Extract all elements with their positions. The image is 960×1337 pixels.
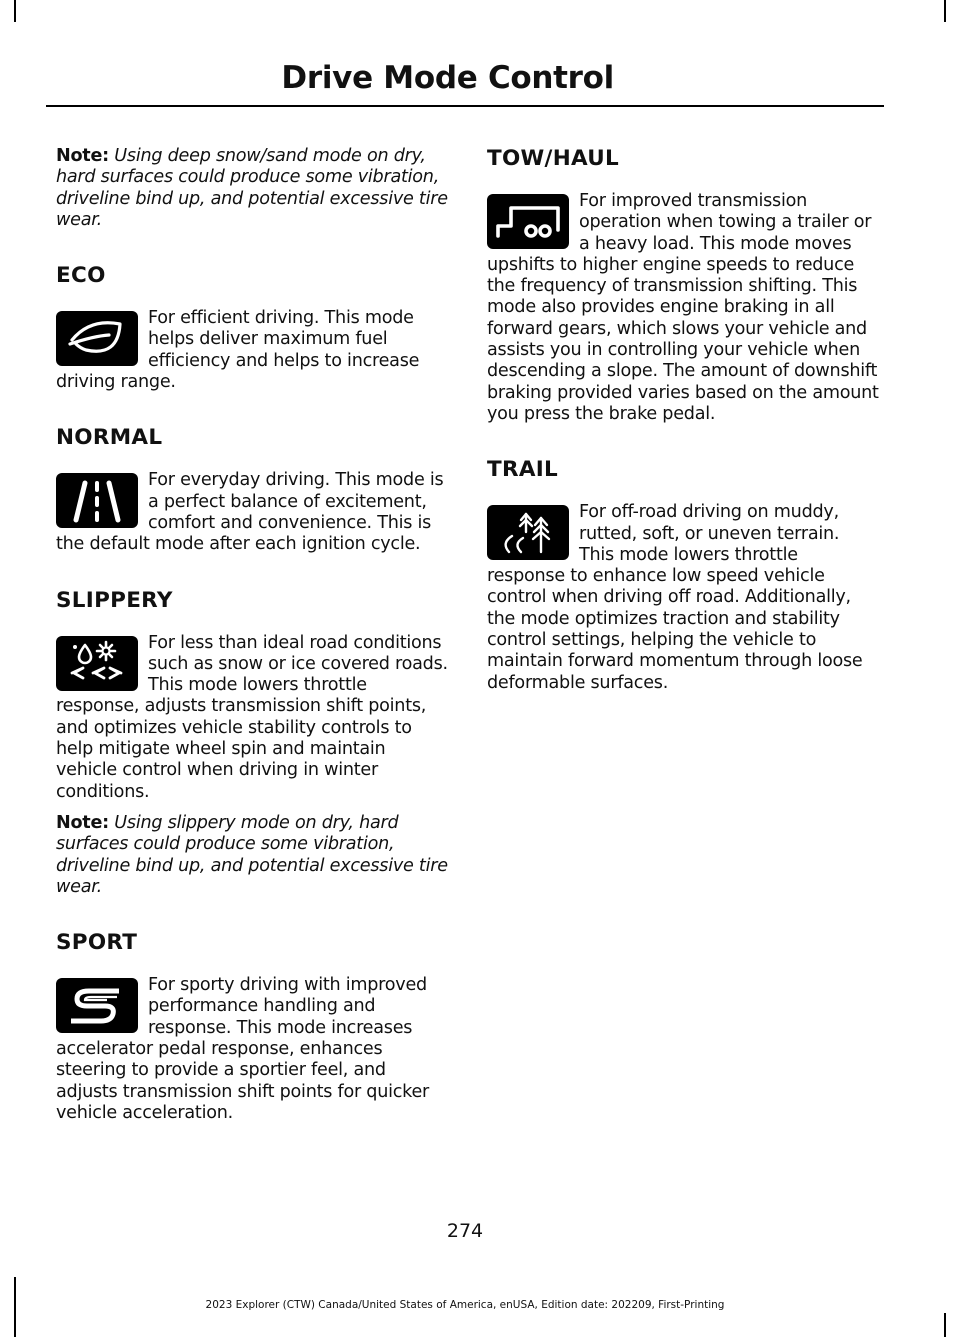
page-title: Drive Mode Control — [281, 60, 614, 96]
eco-leaf-icon — [56, 311, 138, 366]
sport-s-icon — [56, 978, 138, 1033]
note-text: Using deep snow/sand mode on dry, hard surfaces could produce some vibration, driveline bind up, and potential excessive tire wear. — [56, 146, 448, 230]
note-label: Note: — [56, 812, 109, 833]
crop-mark-bottom-right — [944, 1313, 946, 1337]
trail-section — [487, 457, 879, 694]
slippery-note — [56, 813, 448, 898]
sport-description — [56, 975, 448, 1124]
eco-section — [56, 263, 448, 393]
sport-section — [56, 930, 448, 1124]
tow-haul-heading: TOW/HAUL — [487, 146, 620, 171]
trail-heading: TRAIL — [487, 457, 559, 483]
normal-text: For everyday driving. This mode is a perfect balance of excitement, comfort and convenience. This is the default mode after each ignition cycle. — [56, 470, 444, 555]
left-column — [56, 146, 448, 1156]
sport-text: For sporty driving with improved performance handling and response. This mode increases accelerator pedal response, enhances steering to provide a sportier feel, and adjusts transmission shift points for quicker vehicle acceleration. — [56, 975, 430, 1123]
tow-haul-trailer-icon — [487, 194, 569, 249]
right-column — [487, 146, 879, 726]
tow-haul-text: For improved transmission operation when towing a trailer or a heavy load. This mode moves upshifts to higher engine speeds to reduce the frequency of transmission shifting. This mode also provides engine braking in all forward gears, which slows your vehicle and assists you in controlling your vehicle when descending a slope. The amount of downshift braking provided varies based on the amount you press the brake pedal. — [487, 191, 879, 424]
note-label: Note: — [56, 146, 109, 166]
eco-heading: ECO — [56, 263, 106, 289]
trail-trees-icon — [487, 505, 569, 560]
edition-footer: 2023 Explorer (CTW) Canada/United States of America, enUSA, Edition date: 202209, First-Printing — [205, 1299, 725, 1311]
tow-haul-description — [487, 191, 879, 425]
normal-heading: NORMAL — [56, 425, 163, 451]
tow-haul-section — [487, 146, 879, 425]
note-text: Using slippery mode on dry, hard surfaces could produce some vibration, driveline bind up, and potential excessive tire wear. — [56, 812, 448, 897]
crop-mark-top-right — [944, 0, 946, 22]
slippery-heading: SLIPPERY — [56, 587, 173, 613]
slippery-road-icon — [56, 636, 138, 691]
page-number: 274 — [446, 1220, 484, 1242]
crop-mark-top-left — [14, 0, 16, 22]
eco-description — [56, 308, 448, 393]
header-divider — [46, 105, 884, 107]
normal-description — [56, 470, 448, 555]
slippery-section — [56, 588, 448, 899]
trail-text: For off-road driving on muddy, rutted, soft, or uneven terrain. This mode lowers throttle response to enhance low speed vehicle control when driving off road. Additionally, the mode optimizes traction and stability control settings, helping the vehicle to maintain forward momentum through loose deformable surfaces. — [487, 502, 863, 693]
sport-heading: SPORT — [56, 930, 138, 956]
normal-road-icon — [56, 473, 138, 528]
slippery-description — [56, 633, 448, 803]
eco-text: For efficient driving. This mode helps deliver maximum fuel efficiency and helps to increase driving range. — [56, 308, 420, 393]
slippery-text: For less than ideal road conditions such as snow or ice covered roads. This mode lowers throttle response, adjusts transmission shift points, and optimizes vehicle stability controls to help mitigate wheel spin and maintain vehicle control when driving in winter conditions. — [56, 632, 448, 802]
normal-section — [56, 425, 448, 555]
intro-note — [56, 146, 448, 231]
trail-description — [487, 502, 879, 694]
